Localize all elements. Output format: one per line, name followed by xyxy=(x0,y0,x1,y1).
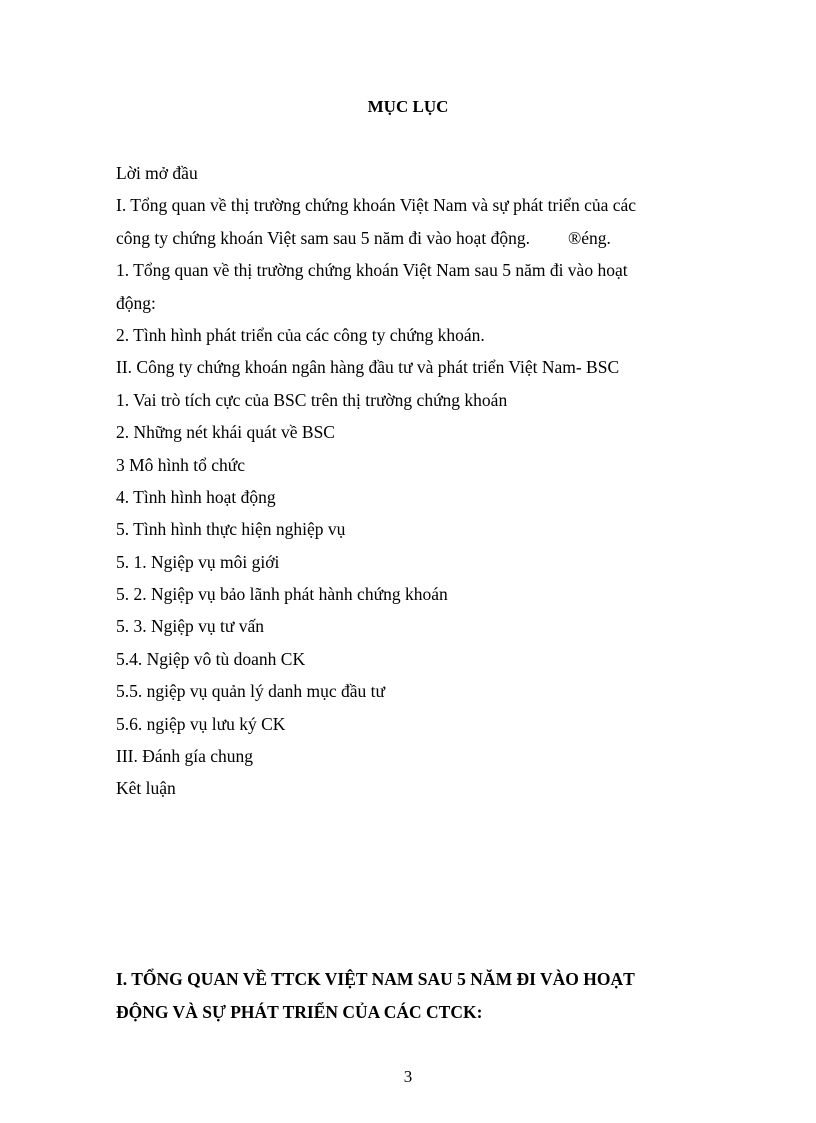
toc-entry-suffix: ®éng. xyxy=(567,227,611,248)
toc-entry: 2. Những nét khái quát về BSC xyxy=(116,422,335,443)
toc-entry xyxy=(116,225,716,257)
toc-entry: 5. 2. Ngiệp vụ bảo lãnh phát hành chứng khoán xyxy=(116,584,448,605)
toc-entry: 3 Mô hình tổ chức xyxy=(116,454,246,475)
section-heading xyxy=(116,963,736,1029)
toc-entry: 4. Tình hình hoạt động xyxy=(116,486,276,507)
toc-entry: III. Đánh gía chung xyxy=(116,746,254,767)
toc-entry: I. Tổng quan về thị trường chứng khoán Việt Nam và sự phát triển của các xyxy=(116,195,637,216)
page-number: 3 xyxy=(403,1067,413,1086)
toc-entry: II. Công ty chứng khoán ngân hàng đầu tư và phát triển Việt Nam- BSC xyxy=(116,357,620,378)
toc-entry: Kêt luận xyxy=(116,778,176,799)
toc-entry: 5.4. Ngiệp vô tù doanh CK xyxy=(116,648,306,669)
toc-entry: 2. Tình hình phát triển của các công ty chứng khoán. xyxy=(116,324,485,345)
toc-entry: 5.5. ngiệp vụ quản lý danh mục đầu tư xyxy=(116,681,386,702)
toc-entry: 5. 3. Ngiệp vụ tư vấn xyxy=(116,616,265,637)
section-heading-line: I. TỔNG QUAN VỀ TTCK VIỆT NAM SAU 5 NĂM ĐI VÀO HOẠT xyxy=(116,969,635,989)
toc-entry: 5.6. ngiệp vụ lưu ký CK xyxy=(116,713,286,734)
toc-entry: Lời mở đầu xyxy=(116,163,198,183)
toc-entry: 1. Tổng quan về thị trường chứng khoán Việt Nam sau 5 năm đi vào hoạt xyxy=(116,260,628,281)
toc-entry: động: xyxy=(116,292,156,313)
table-of-contents xyxy=(116,160,716,808)
toc-entry: 5. Tình hình thực hiện nghiệp vụ xyxy=(116,519,346,540)
toc-entry: 1. Vai trò tích cực của BSC trên thị trường chứng khoán xyxy=(116,389,508,410)
page-title: MỤC LỤC xyxy=(367,97,449,116)
toc-entry-text: công ty chứng khoán Việt sam sau 5 năm đi vào hoạt động. xyxy=(116,227,530,248)
toc-entry: 5. 1. Ngiệp vụ môi giới xyxy=(116,551,280,572)
section-heading-line: ĐỘNG VÀ SỰ PHÁT TRIỂN CỦA CÁC CTCK: xyxy=(116,1002,483,1022)
